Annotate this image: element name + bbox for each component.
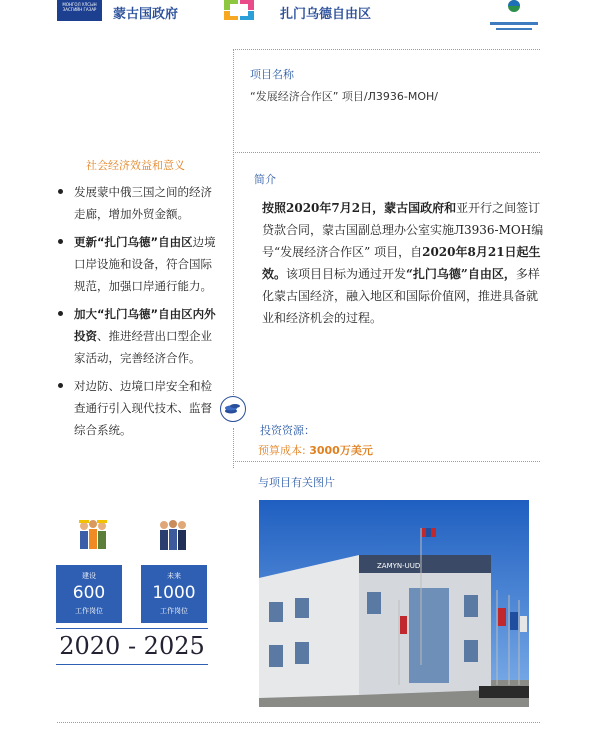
intro-date: 按照2020年7月2日， bbox=[262, 201, 385, 215]
stat-sub: 工作岗位 bbox=[75, 607, 103, 615]
divider-bottom bbox=[57, 722, 540, 723]
budget-prefix: 预算成本: bbox=[258, 444, 310, 457]
benefit-text: 、推进经营出口型企业家活动，完善经济合作。 bbox=[74, 329, 212, 365]
benefit-bold: 更新“扎门乌德”自由区 bbox=[74, 235, 193, 249]
budget-amount: 3000万美元 bbox=[309, 444, 373, 457]
stat-sub: 工作岗位 bbox=[160, 607, 188, 615]
stat-number: 600 bbox=[72, 583, 106, 603]
intro-free-zone: “扎门乌德”自由区， bbox=[406, 267, 516, 281]
free-zone-name: 扎门乌德自由区 bbox=[280, 7, 372, 22]
divider-vertical-lower bbox=[233, 428, 234, 468]
divider-photos bbox=[233, 461, 540, 462]
intro-paragraph bbox=[262, 197, 547, 329]
stat-future-jobs bbox=[141, 565, 207, 623]
project-name-label: 项目名称 bbox=[250, 68, 294, 81]
intro-goal-end: 多样化蒙古国经济，融入地区和国际价值网，推进具备就业和经济机会的过程。 bbox=[262, 267, 540, 325]
government-logo-text: МОНГОЛ УЛСЫН ЗАСГИЙН ГАЗАР bbox=[62, 2, 97, 12]
stat-label: 未来 bbox=[167, 572, 181, 580]
intro-label: 简介 bbox=[254, 173, 276, 186]
benefit-item bbox=[56, 375, 216, 441]
intro-body: 亚开行之间签订贷款合同，蒙古国副总理办公室实施Л3936-MOH编号“发展经济合作区” 项目，自 bbox=[262, 201, 544, 259]
benefit-text: 对边防、边境口岸安全和检查通行引入现代技术、监督综合系统。 bbox=[74, 379, 212, 437]
benefits-list bbox=[56, 181, 216, 447]
project-name-value: “发展经济合作区” 项目/Л3936-MOH/ bbox=[250, 90, 438, 103]
workers-icon bbox=[76, 516, 110, 556]
benefit-item bbox=[56, 181, 216, 225]
intro-effective-date: 2020年8月21日起生效。 bbox=[262, 245, 541, 281]
divider-top bbox=[233, 49, 540, 50]
investment-budget bbox=[258, 442, 373, 458]
stat-number: 1000 bbox=[152, 583, 196, 603]
benefit-text: 边境口岸设施和设备，符合国际规范，加强口岸通行能力。 bbox=[74, 235, 216, 293]
years-bottom-rule bbox=[56, 664, 208, 665]
divider-intro bbox=[233, 152, 540, 153]
benefit-bold: 加大“扎门乌德”自由区内外投资 bbox=[74, 307, 216, 343]
intro-goal: 该项目目标为通过开发 bbox=[286, 267, 407, 281]
building-sign: ZAMYN-UUD bbox=[377, 562, 421, 570]
years-top-rule bbox=[56, 628, 208, 629]
business-people-icon bbox=[156, 516, 190, 556]
investment-label: 投资资源： bbox=[260, 424, 315, 437]
government-name: 蒙古国政府 bbox=[113, 7, 179, 22]
divider-vertical bbox=[233, 49, 234, 421]
benefit-text: 发展蒙中俄三国之间的经济走廊，增加外贸金额。 bbox=[74, 185, 212, 221]
benefit-item bbox=[56, 303, 216, 369]
intro-government: 蒙古国政府和 bbox=[384, 201, 457, 215]
free-zone-logo bbox=[222, 0, 264, 20]
photos-label: 与项目有关图片 bbox=[258, 476, 335, 489]
government-logo bbox=[57, 0, 102, 21]
benefits-title: 社会经济效益和意义 bbox=[86, 159, 185, 172]
coins-icon bbox=[220, 396, 246, 422]
organization-emblem bbox=[484, 0, 544, 36]
project-building-photo bbox=[259, 500, 529, 707]
project-years: 2020 - 2025 bbox=[59, 632, 205, 660]
stat-construction-jobs bbox=[56, 565, 122, 623]
benefit-item bbox=[56, 231, 216, 297]
stat-label: 建设 bbox=[82, 572, 96, 580]
